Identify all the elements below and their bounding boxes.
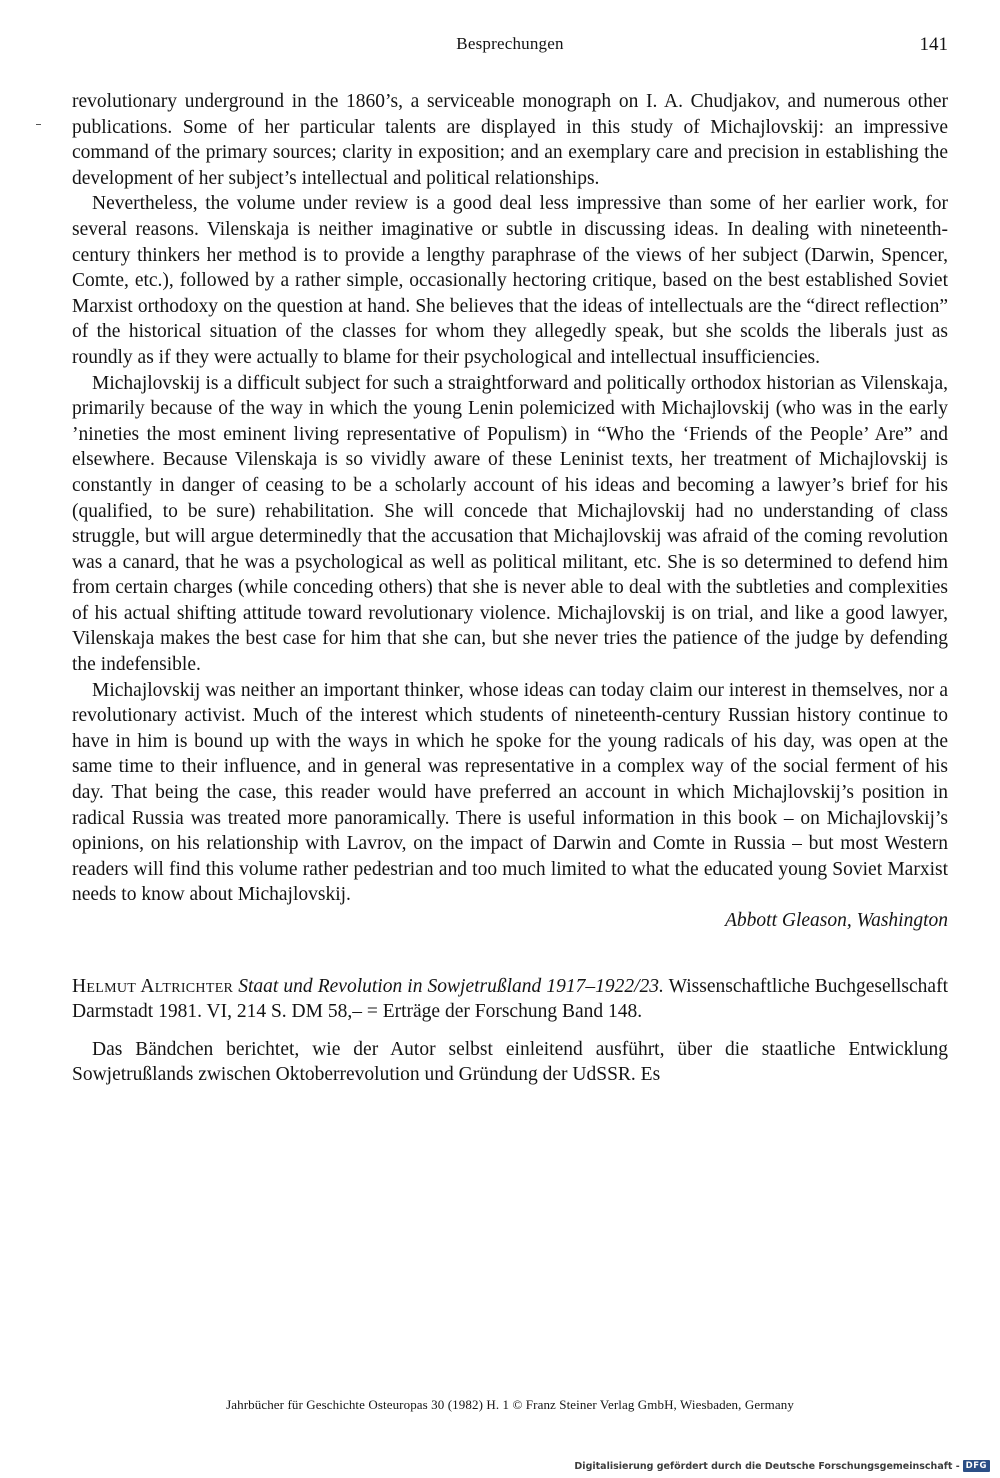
journal-footer: Jahrbücher für Geschichte Osteuropas 30 (1982) H. 1 © Franz Steiner Verlag GmbH, Wiesbaden, Germany [226,1397,794,1412]
digitization-text: Digitalisierung gefördert durch die Deutsche Forschungsgemeinschaft - [574,1460,960,1472]
document-page [72,0,948,1478]
reviewed-book-author: Helmut Altrichter [72,975,234,997]
review-opening-paragraph: Das Bändchen berichtet, wie der Autor selbst einleitend ausführt, über die staatliche Entwicklung Sowjetrußlands zwischen Oktoberrevolution und Gründung der UdSSR. Es [72,1038,948,1086]
review-paragraph-2: Nevertheless, the volume under review is a good deal less impressive than some of her earlier work, for several reasons. Vilenskaja is neither imaginative or subtle in discussing ideas. In dealing with nineteenth-century thinkers her method is to provide a lengthy paraphrase of the views of her subject (Darwin, Spencer, Comte, etc.), followed by a rather simple, occasionally hectoring critique, based on the best established Soviet Marxist orthodoxy on the question at hand. She believes that the ideas of intellectuals are the “direct reflection” of the historical situation of the classes for whom they allegedly speak, but she scolds the liberals just as roundly as if they were actually to blame for their psychological and intellectual insufficiencies. [72,193,948,368]
margin-mark [36,124,41,125]
page-number: 141 [919,34,948,55]
running-head [72,34,948,60]
body-text [72,89,948,1088]
review-paragraph-3: Michajlovskij is a difficult subject for such a straightforward and politically orthodox historian as Vilenskaja, primarily because of the way in which the young Lenin polemicized with Michajlovskij (who was in the early ’nineties the most eminent living representative of Populism) in “Who the ‘Friends of the People’ Are” and elsewhere. Because Vilenskaja is so vividly aware of these Leninist texts, her treatment of Michajlovskij is constantly in danger of ceasing to be a scholarly account of his ideas and becoming a lawyer’s brief for his (qualified, to be sure) rehabilitation. She will concede that Michajlovskij had no understanding of class struggle, but will argue determinedly that the accusation that Michajlovskij was afraid of the coming revolution was a canard, that he was a psychological as well as political militant, etc. She is so determined to defend him from certain charges (while conceding others) that she is never able to deal with the subtleties and complexities of his actual shifting attitude toward revolutionary violence. Michajlovskij is on trial, and like a good lawyer, Vilenskaja makes the best case for him that she can, but she never tries the patience of the judge by defending the indefensible. [72,372,948,676]
reviewed-book-title: Staat und Revolution in Sowjetrußland 1917–1922/23. [238,975,664,997]
reviewed-book-details: Wissenschaftliche Buchgesellschaft Darmstadt 1981. VI, 214 S. DM 58,– = Erträge der Forschung Band 148. [72,975,948,1023]
review-heading [72,974,948,1025]
review-paragraph-4: Michajlovskij was neither an important thinker, whose ideas can today claim our interest in themselves, nor a revolutionary activist. Much of the interest which students of nineteenth-century Russian history continue to have in him is bound up with the ways in which he spoke for the young radicals of his day, was open at the same time to their influence, and in general was representative in a complex way of the social ferment of his day. That being the case, this reader would have preferred an account in which Michajlovskij’s position in radical Russia was treated more panoramically. There is useful information in this book – on Michajlovskij’s opinions, on his relationship with Lavrov, on the impact of Darwin and Comte in Russia – but most Western readers will find this volume rather pedestrian and too much limited to what the educated young Soviet Marxist needs to know about Michajlovskij. [72,679,948,906]
review-paragraph-1: revolutionary underground in the 1860’s, a serviceable monograph on I. A. Chudjakov, and numerous other publications. Some of her particular talents are displayed in this study of Michajlovskij: an impressive command of the primary sources; clarity in exposition; and an exemplary care and precision in establishing the development of her subject’s intellectual and political relationships. [72,91,948,189]
dfg-logo-icon: DFG [963,1460,990,1472]
running-title: Besprechungen [456,34,564,53]
digitization-note [574,1460,990,1472]
reviewer-signature: Abbott Gleason, Washington [725,910,948,931]
